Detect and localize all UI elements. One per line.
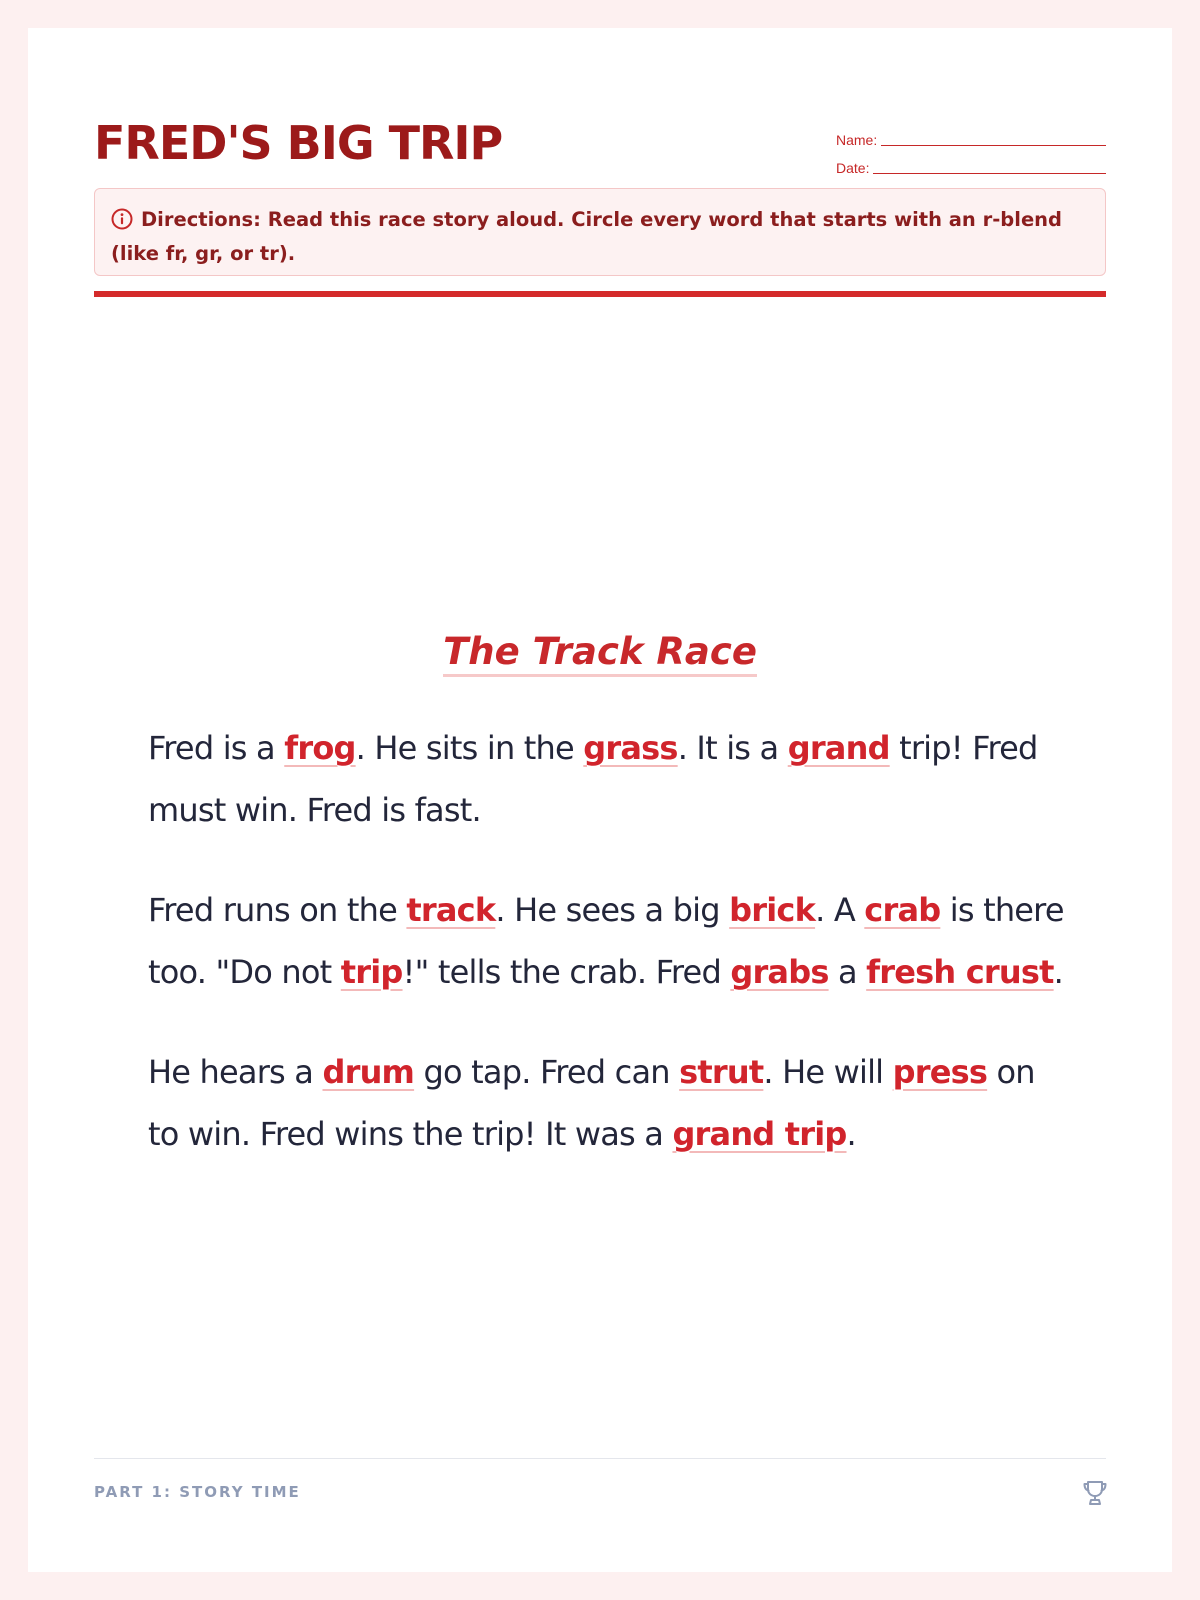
story-text: . [846, 1115, 856, 1153]
r-blend-word[interactable]: strut [679, 1053, 764, 1091]
story-paragraph [148, 717, 1068, 841]
name-row [836, 122, 1106, 150]
story-paragraph [148, 879, 1068, 1003]
name-date-fields [836, 122, 1106, 178]
r-blend-word[interactable]: frog [284, 729, 356, 767]
story-text: . He will [763, 1053, 893, 1091]
r-blend-word[interactable]: grass [583, 729, 678, 767]
info-icon [111, 208, 133, 239]
name-field[interactable] [881, 131, 1106, 146]
story-title-text: The Track Race [443, 630, 757, 677]
r-blend-word[interactable]: drum [322, 1053, 415, 1091]
r-blend-word[interactable]: brick [729, 891, 816, 929]
story-text: Fred is a [148, 729, 285, 767]
trophy-icon [1082, 1479, 1108, 1511]
page-title: FRED'S BIG TRIP [94, 116, 503, 170]
r-blend-word[interactable]: crab [864, 891, 941, 929]
story-text: He hears a [148, 1053, 323, 1091]
story-text: . [1053, 953, 1063, 991]
header-divider [94, 291, 1106, 297]
r-blend-word[interactable]: grabs [730, 953, 829, 991]
directions-box [94, 188, 1106, 276]
story-text: . He sits in the [355, 729, 584, 767]
story-text: is there too. "Do not [148, 891, 1064, 991]
story-text: trip! Fred must win. Fred is fast. [148, 729, 1038, 829]
date-row [836, 150, 1106, 178]
story-text: !" tells the crab. Fred [402, 953, 731, 991]
date-label: Date: [836, 160, 870, 176]
directions-text: Directions: Read this race story aloud. Circle every word that starts with an r-blend (like fr, gr, or tr). [111, 208, 1063, 265]
story-text: go tap. Fred can [414, 1053, 680, 1091]
r-blend-word[interactable]: trip [340, 953, 403, 991]
story-paragraph [148, 1041, 1068, 1165]
worksheet-page [28, 28, 1172, 1572]
date-field[interactable] [873, 159, 1106, 174]
r-blend-word[interactable]: grand [787, 729, 890, 767]
story-text: . It is a [677, 729, 788, 767]
story-body [148, 717, 1068, 1203]
r-blend-word[interactable]: fresh crust [866, 953, 1054, 991]
story-text: on to win. Fred wins the trip! It was a [148, 1053, 1035, 1153]
r-blend-word[interactable]: press [892, 1053, 988, 1091]
name-label: Name: [836, 132, 878, 148]
story-text: . He sees a big [495, 891, 730, 929]
story-text: . A [815, 891, 865, 929]
r-blend-word[interactable]: track [406, 891, 496, 929]
footer-label: PART 1: STORY TIME [94, 1483, 301, 1501]
story-text: Fred runs on the [148, 891, 407, 929]
story-title [28, 628, 1172, 676]
footer-divider [94, 1458, 1106, 1459]
r-blend-word[interactable]: grand trip [672, 1115, 847, 1153]
story-text: a [828, 953, 867, 991]
